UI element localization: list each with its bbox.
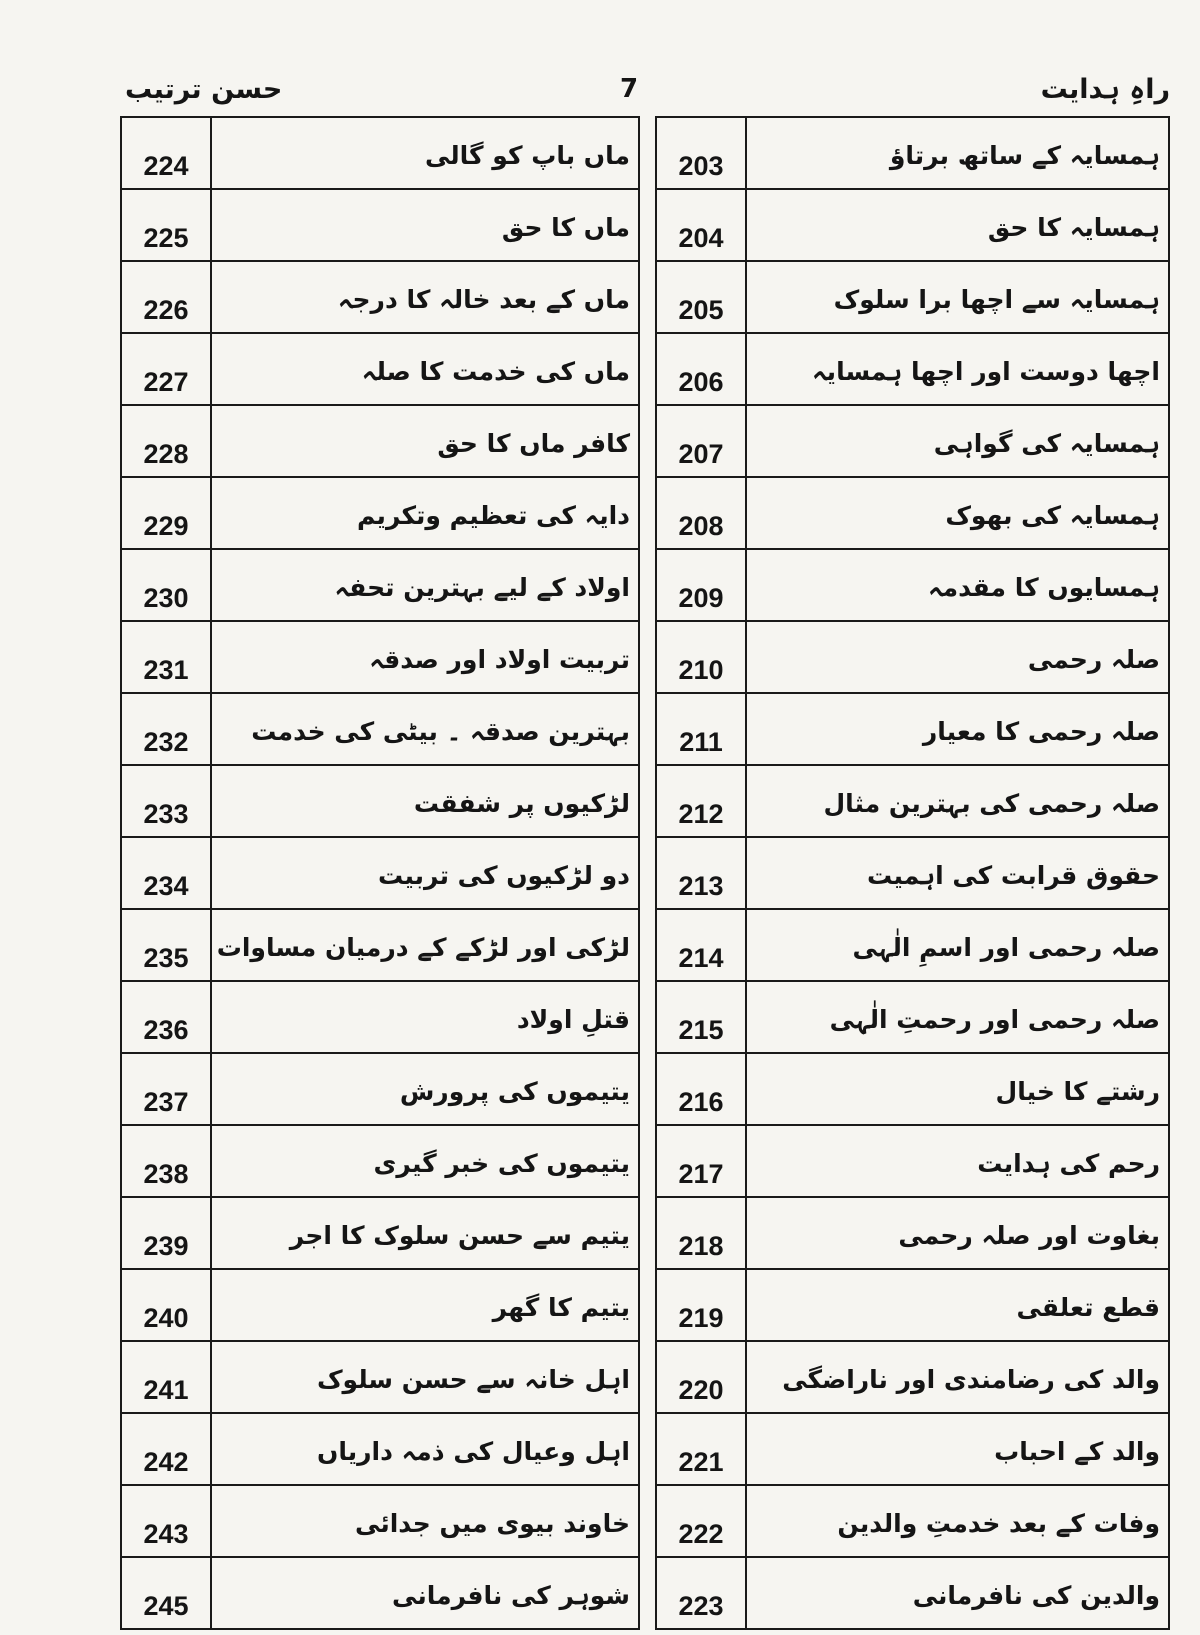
page-number-cell: 231 bbox=[121, 621, 211, 693]
topic-title-cell: بغاوت اور صلہ رحمی bbox=[746, 1197, 1169, 1269]
table-row bbox=[656, 549, 1169, 621]
page-number-cell: 205 bbox=[656, 261, 746, 333]
page-number-cell: 241 bbox=[121, 1341, 211, 1413]
table-row bbox=[656, 333, 1169, 405]
page-number-cell: 242 bbox=[121, 1413, 211, 1485]
table-row bbox=[121, 117, 639, 189]
page-number-cell: 222 bbox=[656, 1485, 746, 1557]
page-number-cell: 218 bbox=[656, 1197, 746, 1269]
table-row bbox=[656, 1485, 1169, 1557]
page-number-cell: 224 bbox=[121, 117, 211, 189]
page-number-cell: 207 bbox=[656, 405, 746, 477]
table-row bbox=[121, 333, 639, 405]
table-row bbox=[656, 117, 1169, 189]
page-number-cell: 233 bbox=[121, 765, 211, 837]
topic-title-cell: اچھا دوست اور اچھا ہمسایہ bbox=[746, 333, 1169, 405]
table-row bbox=[121, 1341, 639, 1413]
table-row bbox=[656, 189, 1169, 261]
page-number-cell: 203 bbox=[656, 117, 746, 189]
table-row bbox=[121, 1413, 639, 1485]
page-number-cell: 223 bbox=[656, 1557, 746, 1629]
page-number-cell: 210 bbox=[656, 621, 746, 693]
page-number-cell: 216 bbox=[656, 1053, 746, 1125]
table-row bbox=[656, 693, 1169, 765]
topic-title-cell: قتلِ اولاد bbox=[211, 981, 639, 1053]
topic-title-cell: صلہ رحمی bbox=[746, 621, 1169, 693]
page-number-cell: 204 bbox=[656, 189, 746, 261]
topic-title-cell: صلہ رحمی اور رحمتِ الٰہی bbox=[746, 981, 1169, 1053]
table-row bbox=[121, 477, 639, 549]
page-number-cell: 228 bbox=[121, 405, 211, 477]
page-number-cell: 214 bbox=[656, 909, 746, 981]
table-row bbox=[121, 693, 639, 765]
table-row bbox=[121, 1485, 639, 1557]
topic-title-cell: دایہ کی تعظیم وتکریم bbox=[211, 477, 639, 549]
page-number-cell: 235 bbox=[121, 909, 211, 981]
table-row bbox=[656, 261, 1169, 333]
table-row bbox=[121, 909, 639, 981]
table-row bbox=[656, 405, 1169, 477]
topic-title-cell: رشتے کا خیال bbox=[746, 1053, 1169, 1125]
topic-title-cell: ماں کی خدمت کا صلہ bbox=[211, 333, 639, 405]
table-row bbox=[121, 405, 639, 477]
topic-title-cell: اہل خانہ سے حسن سلوک bbox=[211, 1341, 639, 1413]
table-row bbox=[656, 1413, 1169, 1485]
table-row bbox=[121, 261, 639, 333]
topic-title-cell: صلہ رحمی اور اسمِ الٰہی bbox=[746, 909, 1169, 981]
table-row bbox=[121, 189, 639, 261]
topic-title-cell: شوہر کی نافرمانی bbox=[211, 1557, 639, 1629]
page-number-cell: 226 bbox=[121, 261, 211, 333]
page-number-cell: 212 bbox=[656, 765, 746, 837]
toc-table-right bbox=[655, 116, 1170, 1630]
page-number-cell: 225 bbox=[121, 189, 211, 261]
page-number-cell: 227 bbox=[121, 333, 211, 405]
page-number-cell: 239 bbox=[121, 1197, 211, 1269]
table-row bbox=[656, 909, 1169, 981]
topic-title-cell: دو لڑکیوں کی تربیت bbox=[211, 837, 639, 909]
topic-title-cell: یتیموں کی پرورش bbox=[211, 1053, 639, 1125]
topic-title-cell: ماں باپ کو گالی bbox=[211, 117, 639, 189]
page-number-cell: 238 bbox=[121, 1125, 211, 1197]
page-number-cell: 209 bbox=[656, 549, 746, 621]
topic-title-cell: یتیموں کی خبر گیری bbox=[211, 1125, 639, 1197]
page-number-cell: 240 bbox=[121, 1269, 211, 1341]
topic-title-cell: ہمسایہ کا حق bbox=[746, 189, 1169, 261]
table-row bbox=[656, 837, 1169, 909]
table-row bbox=[121, 621, 639, 693]
topic-title-cell: ماں کے بعد خالہ کا درجہ bbox=[211, 261, 639, 333]
topic-title-cell: ہمسایہ سے اچھا برا سلوک bbox=[746, 261, 1169, 333]
table-row bbox=[121, 1125, 639, 1197]
header-right-title: راہِ ہدایت bbox=[1040, 74, 1170, 105]
table-row bbox=[121, 765, 639, 837]
table-row bbox=[656, 621, 1169, 693]
topic-title-cell: والد کے احباب bbox=[746, 1413, 1169, 1485]
table-row bbox=[656, 1557, 1169, 1629]
page-number-cell: 243 bbox=[121, 1485, 211, 1557]
topic-title-cell: ہمسایوں کا مقدمہ bbox=[746, 549, 1169, 621]
topic-title-cell: لڑکی اور لڑکے کے درمیان مساوات bbox=[211, 909, 639, 981]
table-row bbox=[656, 765, 1169, 837]
topic-title-cell: لڑکیوں پر شفقت bbox=[211, 765, 639, 837]
table-row bbox=[121, 981, 639, 1053]
table-row bbox=[656, 1269, 1169, 1341]
toc-table-left bbox=[120, 116, 640, 1630]
table-row bbox=[656, 477, 1169, 549]
page-number: 7 bbox=[620, 74, 639, 104]
page-number-cell: 219 bbox=[656, 1269, 746, 1341]
page-number-cell: 236 bbox=[121, 981, 211, 1053]
topic-title-cell: اولاد کے لیے بہترین تحفہ bbox=[211, 549, 639, 621]
topic-title-cell: والدین کی نافرمانی bbox=[746, 1557, 1169, 1629]
page-number-cell: 215 bbox=[656, 981, 746, 1053]
table-row bbox=[121, 1053, 639, 1125]
header-left-title: حسن ترتیب bbox=[125, 74, 283, 105]
page-number-cell: 211 bbox=[656, 693, 746, 765]
topic-title-cell: ماں کا حق bbox=[211, 189, 639, 261]
topic-title-cell: حقوق قرابت کی اہمیت bbox=[746, 837, 1169, 909]
page-number-cell: 232 bbox=[121, 693, 211, 765]
topic-title-cell: ہمسایہ کی بھوک bbox=[746, 477, 1169, 549]
page-number-cell: 206 bbox=[656, 333, 746, 405]
table-row bbox=[121, 1197, 639, 1269]
page-number-cell: 217 bbox=[656, 1125, 746, 1197]
page-number-cell: 245 bbox=[121, 1557, 211, 1629]
topic-title-cell: صلہ رحمی کی بہترین مثال bbox=[746, 765, 1169, 837]
topic-title-cell: تربیت اولاد اور صدقہ bbox=[211, 621, 639, 693]
page-number-cell: 229 bbox=[121, 477, 211, 549]
topic-title-cell: وفات کے بعد خدمتِ والدین bbox=[746, 1485, 1169, 1557]
page-number-cell: 234 bbox=[121, 837, 211, 909]
page-number-cell: 221 bbox=[656, 1413, 746, 1485]
topic-title-cell: کافر ماں کا حق bbox=[211, 405, 639, 477]
topic-title-cell: خاوند بیوی میں جدائی bbox=[211, 1485, 639, 1557]
table-row bbox=[121, 1269, 639, 1341]
page-number-cell: 230 bbox=[121, 549, 211, 621]
topic-title-cell: صلہ رحمی کا معیار bbox=[746, 693, 1169, 765]
topic-title-cell: ہمسایہ کی گواہی bbox=[746, 405, 1169, 477]
table-row bbox=[656, 1197, 1169, 1269]
page-number-cell: 237 bbox=[121, 1053, 211, 1125]
topic-title-cell: ہمسایہ کے ساتھ برتاؤ bbox=[746, 117, 1169, 189]
topic-title-cell: یتیم سے حسن سلوک کا اجر bbox=[211, 1197, 639, 1269]
table-row bbox=[121, 1557, 639, 1629]
topic-title-cell: اہل وعیال کی ذمہ داریاں bbox=[211, 1413, 639, 1485]
page-number-cell: 208 bbox=[656, 477, 746, 549]
table-row bbox=[656, 1053, 1169, 1125]
table-row bbox=[656, 981, 1169, 1053]
topic-title-cell: رحم کی ہدایت bbox=[746, 1125, 1169, 1197]
table-row bbox=[121, 549, 639, 621]
page-number-cell: 213 bbox=[656, 837, 746, 909]
page-header bbox=[120, 74, 1170, 114]
topic-title-cell: قطع تعلقی bbox=[746, 1269, 1169, 1341]
page-number-cell: 220 bbox=[656, 1341, 746, 1413]
topic-title-cell: یتیم کا گھر bbox=[211, 1269, 639, 1341]
table-row bbox=[121, 837, 639, 909]
topic-title-cell: بہترین صدقہ ۔ بیٹی کی خدمت bbox=[211, 693, 639, 765]
topic-title-cell: والد کی رضامندی اور ناراضگی bbox=[746, 1341, 1169, 1413]
table-row bbox=[656, 1341, 1169, 1413]
table-row bbox=[656, 1125, 1169, 1197]
